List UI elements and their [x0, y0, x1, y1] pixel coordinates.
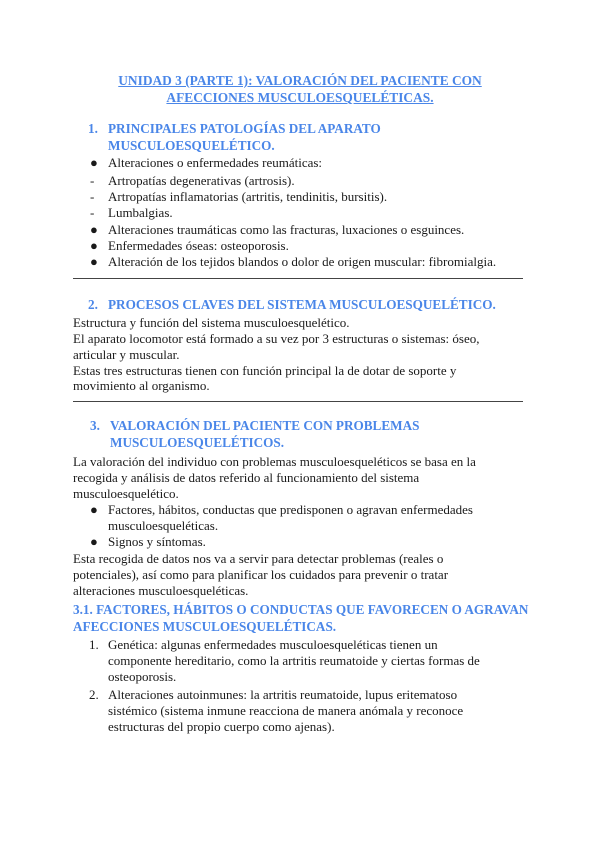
section-1-heading-line-2: MUSCULOESQUELÉTICO.	[108, 137, 275, 153]
document-title	[75, 72, 525, 106]
section-2-heading	[88, 297, 496, 314]
dash-marker: -	[90, 189, 95, 204]
numbered-item-line: estructuras del propio cuerpo como ajenas).	[108, 719, 335, 734]
bullet-marker: ●	[90, 254, 98, 269]
paragraph-line: Estas tres estructuras tienen con función principal la de dotar de soporte y	[73, 363, 457, 378]
bullet-marker: ●	[90, 502, 98, 517]
list-item: Artropatías inflamatorias (artritis, tendinitis, bursitis).	[108, 189, 388, 204]
bullet-marker: ●	[90, 534, 98, 549]
list-item: Alteración de los tejidos blandos o dolor de origen muscular: fibromialgia.	[108, 254, 497, 269]
list-item: Alteraciones o enfermedades reumáticas:	[108, 155, 323, 170]
section-1-heading-line-1: PRINCIPALES PATOLOGÍAS DEL APARATO	[108, 121, 381, 136]
paragraph-line: Esta recogida de datos nos va a servir para detectar problemas (reales o	[73, 551, 444, 566]
title-line-2: AFECCIONES MUSCULOESQUELÉTICAS.	[166, 90, 434, 105]
paragraph-line: La valoración del individuo con problemas musculoesqueléticos se basa en la	[73, 454, 476, 469]
list-item: Enfermedades óseas: osteoporosis.	[108, 238, 289, 253]
dash-marker: -	[90, 205, 95, 220]
numbered-item-line: sistémico (sistema inmune reacciona de manera anómala y reconoce	[108, 703, 464, 718]
paragraph-line: alteraciones musculoesqueléticas.	[73, 583, 249, 598]
paragraph-line: potenciales), así como para planificar los cuidados para prevenir o tratar	[73, 567, 449, 582]
subsection-3-1-heading-line-2: AFECCIONES MUSCULOESQUELÉTICAS.	[73, 618, 337, 634]
paragraph-line: musculoesquelético.	[73, 486, 179, 501]
divider-line	[73, 401, 523, 402]
section-3-heading-line-1: VALORACIÓN DEL PACIENTE CON PROBLEMAS	[110, 418, 420, 433]
list-number: 2.	[89, 687, 99, 702]
dash-marker: -	[90, 173, 95, 188]
numbered-item-line: Alteraciones autoinmunes: la artritis reumatoide, lupus eritematoso	[108, 687, 458, 702]
numbered-item-line: componente hereditario, como la artritis reumatoide y ciertas formas de	[108, 653, 480, 668]
bullet-marker: ●	[90, 222, 98, 237]
list-item: Lumbalgias.	[108, 205, 173, 220]
section-1-number: 1.	[88, 121, 98, 136]
paragraph-line: movimiento al organismo.	[73, 378, 210, 393]
title-line-1: UNIDAD 3 (PARTE 1): VALORACIÓN DEL PACIENTE CON	[118, 73, 482, 88]
list-item: Artropatías degenerativas (artrosis).	[108, 173, 295, 188]
paragraph-line: Estructura y función del sistema musculoesquelético.	[73, 315, 350, 330]
section-2-heading-text: PROCESOS CLAVES DEL SISTEMA MUSCULOESQUELÉTICO.	[108, 297, 496, 312]
subsection-3-1-heading-line-1: 3.1. FACTORES, HÁBITOS O CONDUCTAS QUE FAVORECEN O AGRAVAN	[73, 602, 529, 617]
section-2-number: 2.	[88, 297, 98, 312]
bullet-marker: ●	[90, 155, 98, 170]
list-number: 1.	[89, 637, 99, 652]
divider-line	[73, 278, 523, 279]
bullet-marker: ●	[90, 238, 98, 253]
paragraph-line: recogida y análisis de datos referido al funcionamiento del sistema	[73, 470, 420, 485]
list-item: Signos y síntomas.	[108, 534, 206, 549]
section-3-number: 3.	[90, 418, 100, 433]
section-1-heading	[88, 121, 381, 154]
subsection-3-1-heading	[73, 602, 528, 635]
numbered-item-line: Genética: algunas enfermedades musculoesqueléticas tienen un	[108, 637, 438, 652]
paragraph-line: articular y muscular.	[73, 347, 180, 362]
list-item: Alteraciones traumáticas como las fracturas, luxaciones o esguinces.	[108, 222, 465, 237]
list-item-continuation: musculoesqueléticas.	[108, 518, 219, 533]
paragraph-line: El aparato locomotor está formado a su vez por 3 estructuras o sistemas: óseo,	[73, 331, 480, 346]
numbered-item-line: osteoporosis.	[108, 669, 177, 684]
list-item: Factores, hábitos, conductas que predisponen o agravan enfermedades	[108, 502, 473, 517]
section-3-heading	[90, 418, 420, 451]
section-3-heading-line-2: MUSCULOESQUELÉTICOS.	[110, 434, 285, 450]
